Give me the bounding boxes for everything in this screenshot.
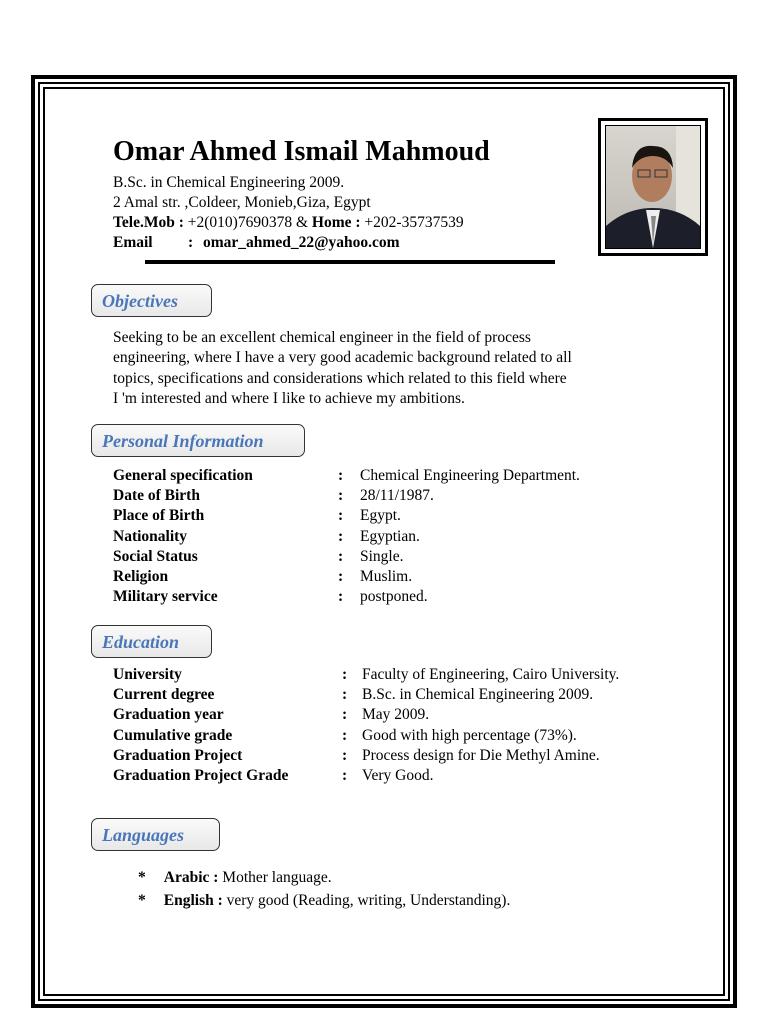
field-value: postponed. bbox=[360, 588, 428, 606]
bullet-icon: * bbox=[138, 869, 146, 886]
field-colon: : bbox=[338, 507, 344, 525]
field-colon: : bbox=[342, 726, 348, 744]
field-colon: : bbox=[342, 666, 348, 683]
objectives-line: topics, specifications and considerations which related to this field where bbox=[113, 369, 567, 387]
field-colon: : bbox=[342, 767, 348, 784]
field-colon: : bbox=[338, 568, 344, 585]
personal-row bbox=[113, 506, 713, 526]
email-address[interactable]: omar_ahmed_22@yahoo.com bbox=[203, 234, 400, 251]
field-colon: : bbox=[338, 527, 344, 545]
field-value: Egyptian. bbox=[360, 527, 420, 545]
language-name: Arabic : bbox=[163, 869, 219, 886]
phones bbox=[113, 213, 464, 233]
field-label: Cumulative grade bbox=[113, 726, 233, 744]
profile-photo bbox=[598, 118, 708, 256]
field-colon: : bbox=[342, 746, 348, 764]
email-label: Email bbox=[113, 234, 153, 251]
field-label: Military service bbox=[113, 588, 218, 606]
field-label: University bbox=[113, 666, 182, 683]
degree: B.Sc. in Chemical Engineering 2009. bbox=[113, 174, 345, 191]
bullet-icon: * bbox=[138, 891, 146, 909]
objectives-line: engineering, where I have a very good academic background related to all bbox=[113, 349, 572, 367]
section-objectives: Objectives bbox=[91, 284, 212, 317]
field-value: 28/11/1987. bbox=[360, 487, 434, 505]
field-colon: : bbox=[338, 467, 344, 484]
objectives-line: Seeking to be an excellent chemical engineer in the field of process bbox=[113, 329, 531, 346]
mobile-label: Tele.Mob : bbox=[113, 214, 184, 231]
full-name: Omar Ahmed Ismail Mahmoud bbox=[113, 136, 490, 167]
field-label: Place of Birth bbox=[113, 507, 205, 525]
field-value: Single. bbox=[360, 547, 404, 565]
personal-row bbox=[113, 527, 713, 547]
email-colon: : bbox=[188, 234, 194, 251]
field-colon: : bbox=[338, 547, 344, 565]
field-value: Egypt. bbox=[360, 507, 401, 525]
field-colon: : bbox=[338, 487, 344, 505]
language-level: very good (Reading, writing, Understanding). bbox=[222, 891, 511, 909]
home-label: Home : bbox=[311, 214, 361, 231]
field-label: Religion bbox=[113, 568, 169, 585]
field-colon: : bbox=[342, 706, 348, 724]
language-name: English : bbox=[163, 891, 223, 909]
header-rule bbox=[145, 260, 555, 264]
personal-row bbox=[113, 486, 713, 506]
field-value: Good with high percentage (73%). bbox=[362, 726, 577, 744]
education-row bbox=[113, 705, 713, 725]
field-value: B.Sc. in Chemical Engineering 2009. bbox=[362, 686, 594, 704]
field-label: Nationality bbox=[113, 527, 188, 545]
field-label: Graduation Project Grade bbox=[113, 767, 289, 784]
section-personal-information: Personal Information bbox=[91, 424, 305, 457]
field-label: Date of Birth bbox=[113, 487, 200, 505]
field-label: Current degree bbox=[113, 686, 215, 704]
personal-row bbox=[113, 587, 713, 607]
field-value: Faculty of Engineering, Cairo University. bbox=[362, 666, 620, 683]
person-photo-icon bbox=[606, 126, 700, 248]
language-item bbox=[138, 891, 510, 911]
field-value: May 2009. bbox=[362, 706, 430, 724]
email-line bbox=[113, 233, 400, 253]
language-level: Mother language. bbox=[218, 869, 332, 886]
home-number: +202-35737539 bbox=[360, 214, 464, 231]
field-value: Very Good. bbox=[362, 767, 434, 784]
personal-row bbox=[113, 567, 713, 587]
personal-row bbox=[113, 466, 713, 486]
objectives-text bbox=[113, 328, 673, 409]
education-row bbox=[113, 766, 713, 786]
field-label: Graduation year bbox=[113, 706, 224, 724]
field-label: Social Status bbox=[113, 547, 198, 565]
field-value: Process design for Die Methyl Amine. bbox=[362, 746, 600, 764]
field-colon: : bbox=[338, 588, 344, 606]
education-row bbox=[113, 665, 713, 685]
field-label: General specification bbox=[113, 467, 253, 484]
mobile-number: +2(010)7690378 & bbox=[183, 214, 312, 231]
personal-row bbox=[113, 547, 713, 567]
address: 2 Amal str. ,Coldeer, Monieb,Giza, Egypt bbox=[113, 194, 371, 211]
field-value: Muslim. bbox=[360, 568, 413, 585]
education-row bbox=[113, 726, 713, 746]
education-row bbox=[113, 685, 713, 705]
section-education: Education bbox=[91, 625, 212, 658]
field-colon: : bbox=[342, 686, 348, 704]
education-row bbox=[113, 746, 713, 766]
field-value: Chemical Engineering Department. bbox=[360, 467, 580, 484]
language-item bbox=[138, 868, 332, 888]
objectives-line: I 'm interested and where I like to achieve my ambitions. bbox=[113, 389, 465, 407]
field-label: Graduation Project bbox=[113, 746, 243, 764]
section-languages: Languages bbox=[91, 818, 220, 851]
